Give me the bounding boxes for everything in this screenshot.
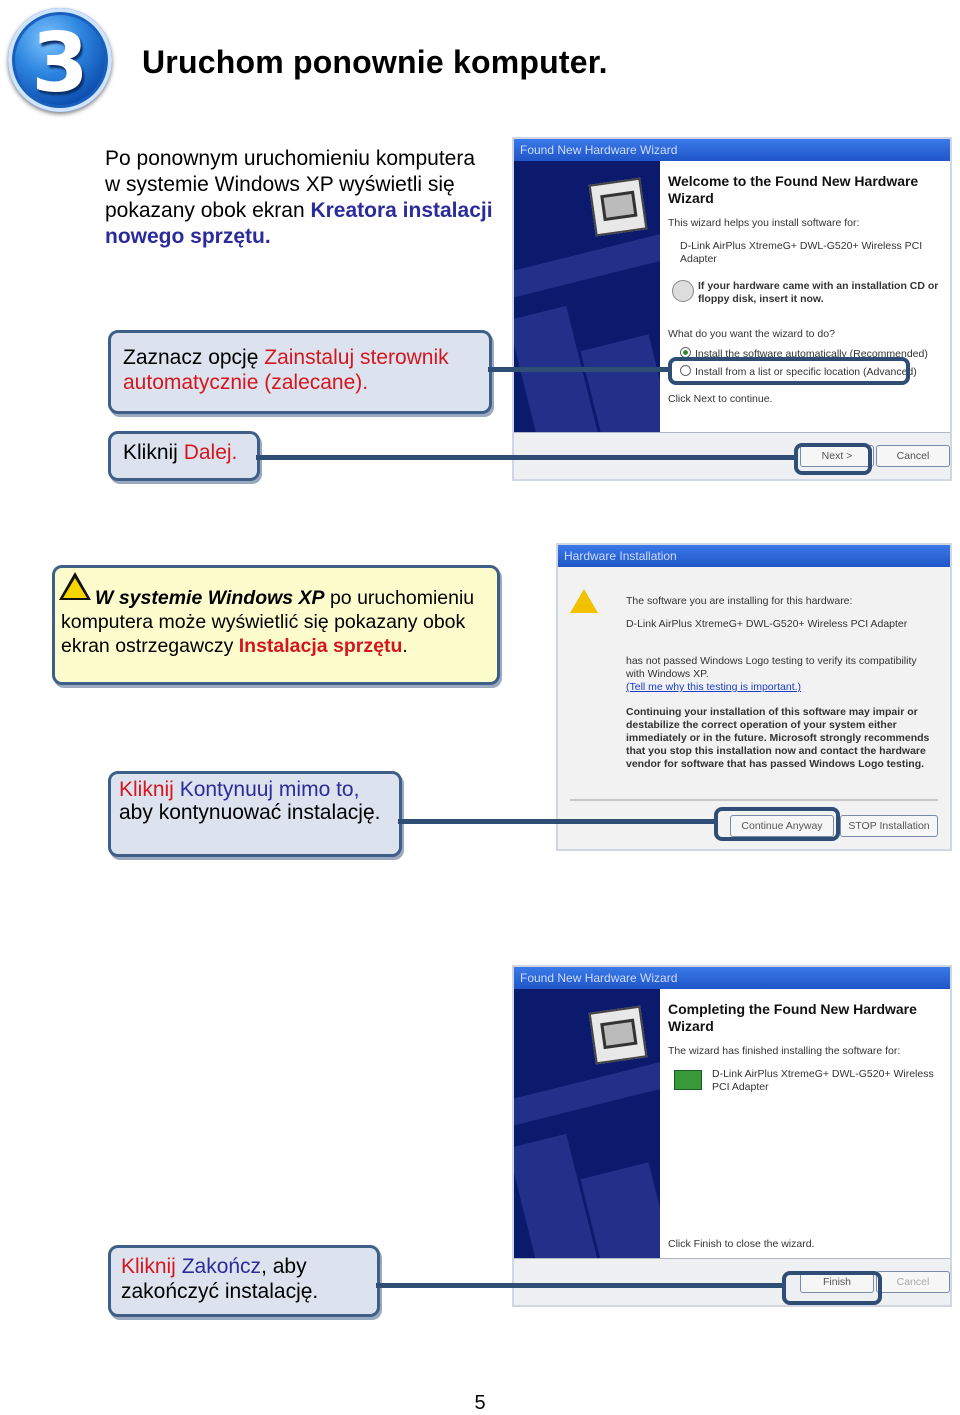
warning-icon — [570, 589, 598, 613]
callout-prefix: Kliknij — [123, 441, 184, 464]
highlight-ring-continue — [714, 807, 840, 841]
wizard-line: This wizard helps you install software for: — [668, 217, 860, 229]
step-number-badge — [8, 8, 112, 112]
page-number: 5 — [474, 1392, 486, 1414]
callout-prefix: Zaznacz opcję — [123, 346, 265, 369]
network-card-icon — [674, 1070, 702, 1090]
dialog-title: Found New Hardware Wizard — [514, 139, 950, 161]
dialog-line: The software you are installing for this hardware: — [626, 595, 853, 607]
logo-link[interactable]: (Tell me why this testing is important.) — [626, 681, 802, 693]
callout-kliknij: Kliknij — [121, 1255, 182, 1278]
wizard-dialog-welcome — [512, 137, 952, 481]
callout-button-name: Zakończ — [181, 1255, 262, 1278]
intro-paragraph — [105, 146, 495, 250]
option-advanced-label: Install from a list or specific location (Advanced) — [695, 366, 917, 378]
continue-anyway-button[interactable]: Continue Anyway — [730, 815, 834, 837]
page-title: Uruchom ponownie komputer. — [142, 44, 608, 80]
hardware-icon — [589, 1006, 648, 1065]
callout-button-name: Dalej. — [183, 441, 238, 464]
callout-continue-text — [119, 778, 395, 824]
dialog-title: Found New Hardware Wizard — [514, 967, 950, 989]
wizard-dialog-completing — [512, 965, 952, 1307]
warning-bold: W systemie Windows XP — [95, 587, 325, 609]
divider — [570, 799, 938, 801]
warning-text — [61, 586, 493, 658]
device-row — [712, 1068, 942, 1094]
next-hint: Click Next to continue. — [668, 393, 773, 405]
intro-highlight: Kreatora instalacji nowego sprzętu. — [105, 199, 493, 248]
wizard-line: The wizard has finished installing the software for: — [668, 1045, 901, 1057]
callout-kliknij: Kliknij — [119, 778, 180, 801]
stop-installation-button[interactable]: STOP Installation — [840, 815, 938, 837]
connector-line — [398, 819, 716, 824]
callout-select-option — [108, 330, 492, 414]
wizard-body — [660, 989, 950, 1259]
cd-icon — [672, 280, 694, 302]
wizard-heading: Completing the Found New Hardware Wizard — [668, 1001, 917, 1034]
callout-rest: aby kontynuować instalację. — [119, 801, 381, 824]
device-name: D-Link AirPlus XtremeG+ DWL-G520+ Wireless PCI Adapter — [712, 1068, 934, 1093]
next-button[interactable]: Next > — [800, 445, 874, 467]
compat-warning-text: Continuing your installation of this software may impair or destabilize the correct operation of your system either immediately or in the future. Microsoft strongly recommends that you stop this installation now and contact the hardware vendor for software that has passed Windows Logo testing. — [626, 706, 930, 770]
callout-select-option-text — [123, 345, 483, 395]
callout-finish-text — [121, 1254, 373, 1304]
logo-text: has not passed Windows Logo testing to verify its compatibility with Windows XP. — [626, 655, 917, 680]
finish-button[interactable]: Finish — [800, 1271, 874, 1293]
option-auto-label: Install the software automatically (Recommended) — [695, 348, 928, 360]
wizard-question: What do you want the wizard to do? — [668, 328, 835, 340]
wizard-body — [660, 161, 950, 433]
dialog-title: Hardware Installation — [558, 545, 950, 567]
callout-click-next-text — [123, 440, 237, 465]
warning-note — [52, 565, 500, 685]
highlight-ring-option — [668, 357, 910, 385]
wizard-heading: Welcome to the Found New Hardware Wizard — [668, 173, 919, 206]
hardware-installation-dialog — [556, 543, 952, 851]
finish-hint: Click Finish to close the wizard. — [668, 1238, 815, 1250]
warning-highlight: Instalacja sprzętu — [238, 635, 403, 657]
callout-click-next — [108, 431, 260, 481]
wizard-footer — [514, 1258, 950, 1305]
cd-hint — [698, 280, 942, 306]
hardware-icon — [589, 178, 648, 237]
cancel-button[interactable]: Cancel — [876, 1271, 950, 1293]
callout-rest: , aby zakończyć instalację. — [121, 1255, 319, 1303]
intro-text: Po ponownym uruchomieniu komputera w systemie Windows XP wyświetli się pokazany obok ekran — [105, 147, 476, 222]
highlight-ring-finish — [782, 1271, 882, 1305]
step-number: 3 — [31, 16, 89, 111]
warning-end: . — [402, 635, 408, 657]
callout-continue-anyway — [108, 771, 402, 857]
cd-hint-text: If your hardware came with an installation CD or floppy disk, insert it now. — [698, 280, 939, 305]
cancel-button[interactable]: Cancel — [876, 445, 950, 467]
device-name: D-Link AirPlus XtremeG+ DWL-G520+ Wireless PCI Adapter — [680, 240, 923, 265]
connector-line — [488, 367, 670, 372]
highlight-ring-next — [794, 443, 872, 475]
callout-finish — [108, 1245, 380, 1317]
callout-option: Zainstaluj sterownik automatycznie (zalecane). — [123, 346, 449, 394]
connector-line — [256, 455, 796, 460]
device-name: D-Link AirPlus XtremeG+ DWL-G520+ Wireless PCI Adapter — [626, 618, 908, 630]
warning-body: po uruchomieniu komputera może wyświetlić się pokazany obok ekran ostrzegawczy — [61, 587, 475, 657]
callout-button-name: Kontynuuj mimo to, — [179, 778, 360, 801]
connector-line — [376, 1283, 784, 1288]
